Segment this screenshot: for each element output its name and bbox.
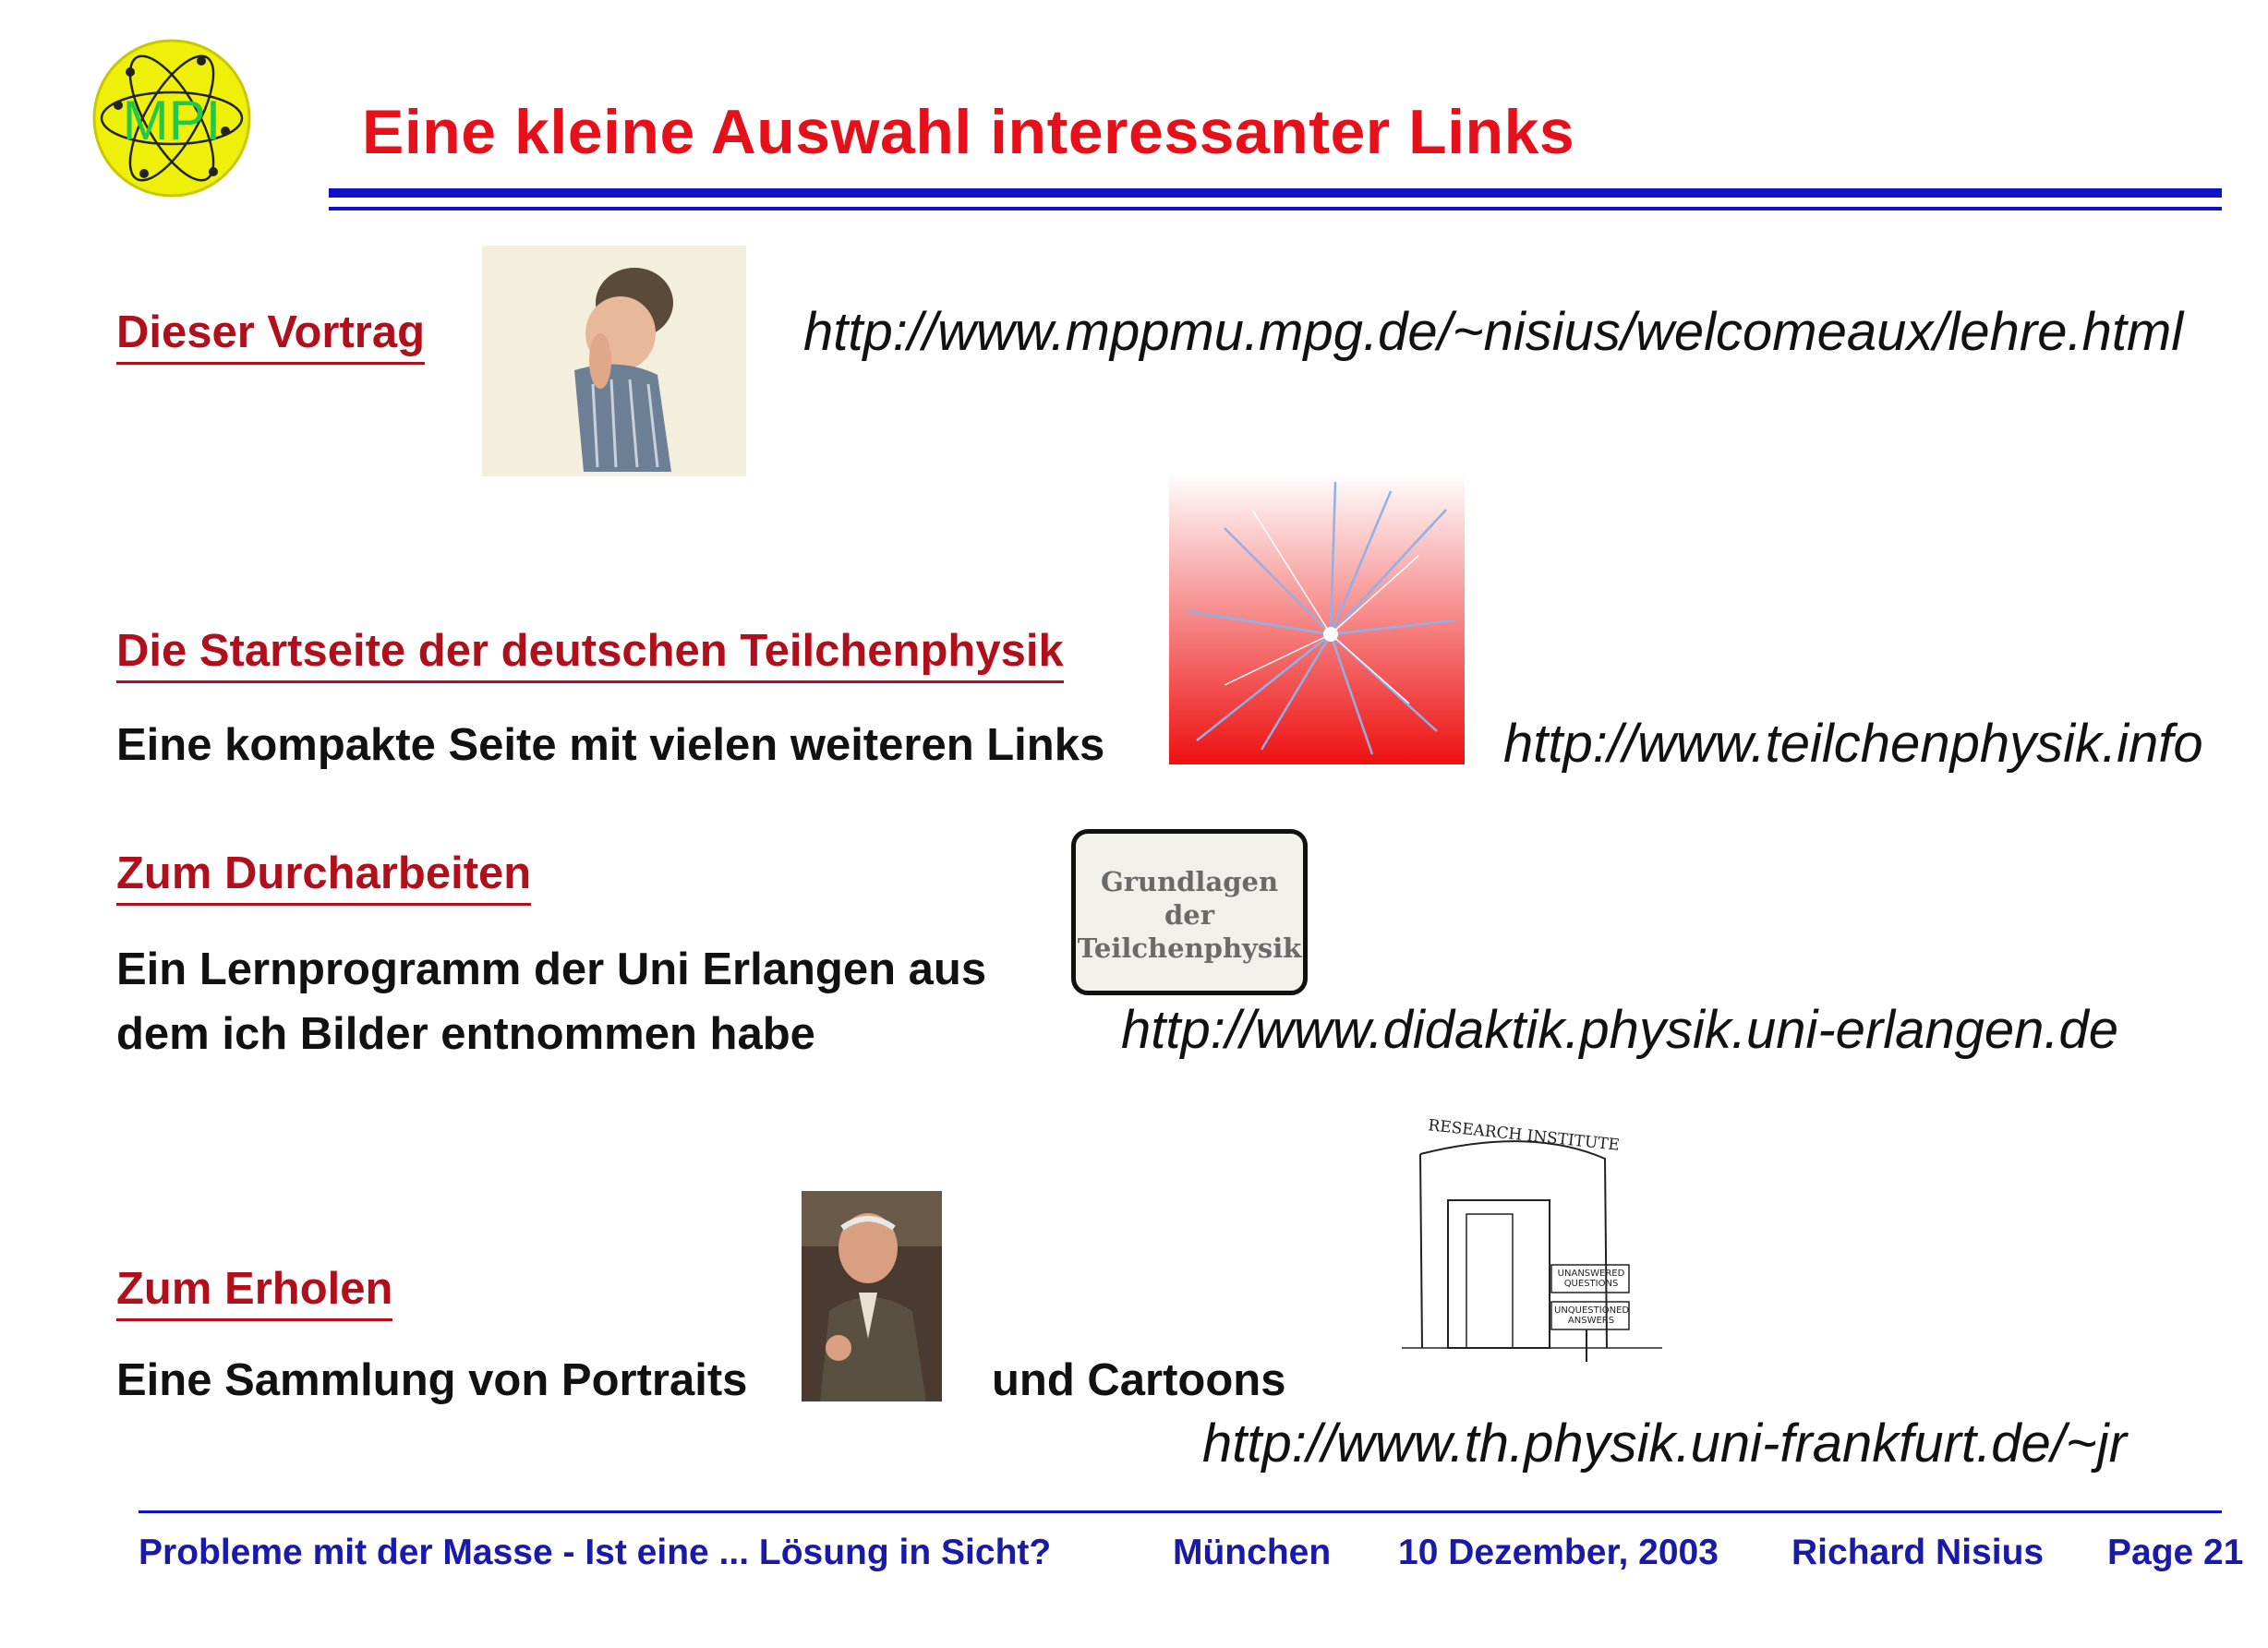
text-erholen-left: Eine Sammlung von Portraits: [116, 1355, 748, 1405]
heading-durcharbeiten[interactable]: Zum Durcharbeiten: [116, 848, 531, 906]
research-institute-cartoon: [1402, 1117, 1662, 1385]
footer-talk-title: Probleme mit der Masse - Ist eine ... Lösung in Sicht?: [139, 1533, 1052, 1572]
text-startseite: Eine kompakte Seite mit vielen weiteren Links: [116, 720, 1105, 770]
footer-date: 10 Dezember, 2003: [1398, 1533, 1719, 1572]
url-durcharbeiten[interactable]: http://www.didaktik.physik.uni-erlangen.de: [1121, 1000, 2119, 1060]
text-durcharbeiten-line-2: dem ich Bilder entnommen habe: [116, 1009, 815, 1059]
portrait-photo: [802, 1191, 942, 1401]
cartoon-arrow-2: UNQUESTIONED ANSWERS: [1554, 1305, 1630, 1326]
thinking-man-image: [482, 246, 746, 476]
text-erholen-right: und Cartoons: [992, 1355, 1286, 1405]
particle-collision-image: [1169, 473, 1465, 764]
cartoon-arrow-1: UNANSWERED QUESTIONS: [1557, 1269, 1625, 1289]
url-startseite[interactable]: http://www.teilchenphysik.info: [1503, 714, 2203, 774]
heading-startseite[interactable]: Die Startseite der deutschen Teilchenphysik: [116, 625, 1064, 683]
mpi-atom-logo: [89, 35, 255, 201]
footer-rule: [139, 1510, 2222, 1513]
footer-city: München: [1173, 1533, 1332, 1572]
footer-author: Richard Nisius: [1791, 1533, 2045, 1572]
title-rule-thin: [329, 207, 2222, 211]
footer-page-number: Page 21: [2107, 1533, 2244, 1572]
url-vortrag[interactable]: http://www.mppmu.mpg.de/~nisius/welcomeaux/lehre.html: [803, 302, 2184, 362]
cartoon-sign-text: RESEARCH INSTITUTE: [1427, 1116, 1621, 1155]
slide-title: Eine kleine Auswahl interessanter Links: [362, 97, 1575, 167]
badge-line-2: der: [1164, 899, 1214, 931]
badge-line-3: Teilchenphysik: [1077, 932, 1302, 964]
heading-dieser-vortrag[interactable]: Dieser Vortrag: [116, 307, 425, 365]
badge-line-1: Grundlagen: [1100, 866, 1279, 897]
text-durcharbeiten-line-1: Ein Lernprogramm der Uni Erlangen aus: [116, 944, 987, 994]
url-erholen[interactable]: http://www.th.physik.uni-frankfurt.de/~jr: [1202, 1413, 2127, 1474]
heading-erholen[interactable]: Zum Erholen: [116, 1263, 392, 1321]
logo-text: MPI: [122, 90, 222, 151]
grundlagen-badge: [1071, 829, 1308, 995]
title-rule-thick: [329, 188, 2222, 198]
